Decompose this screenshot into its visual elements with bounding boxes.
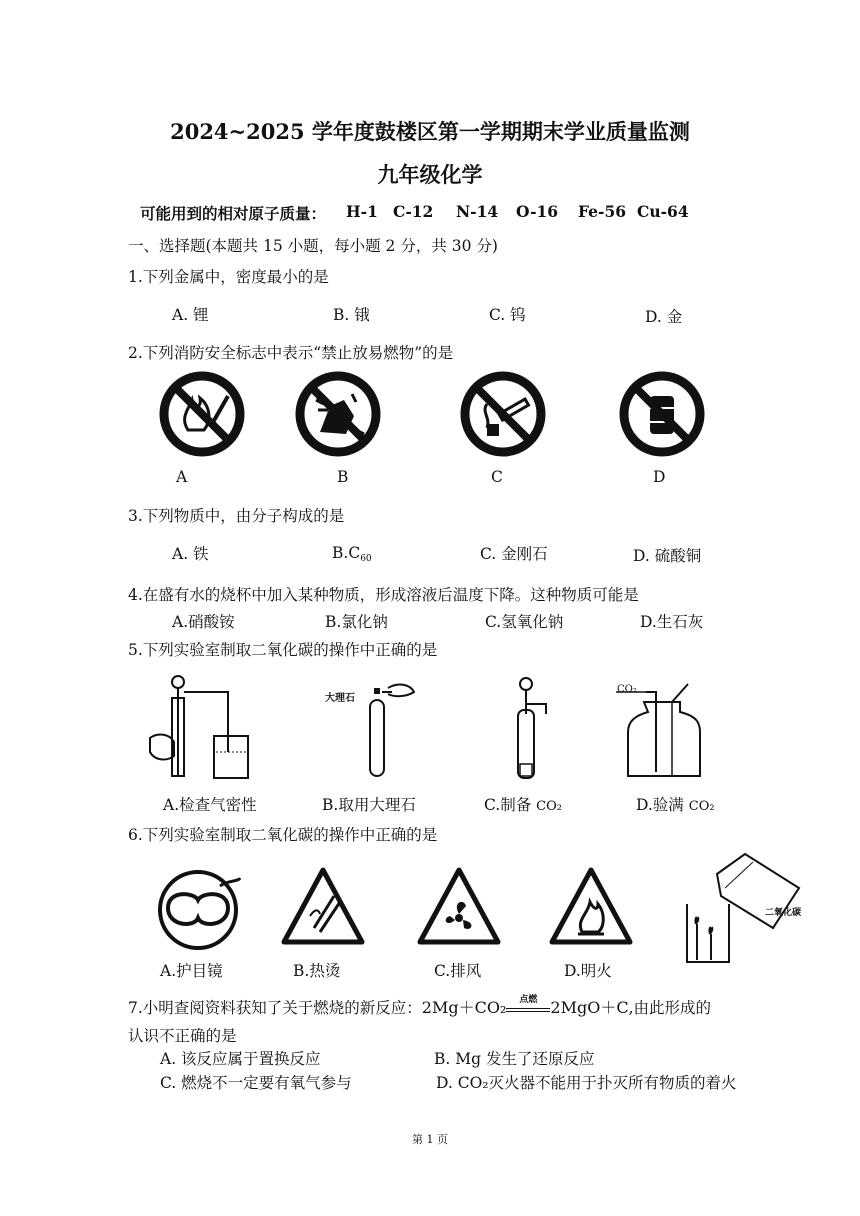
gas-collection-bottle-illustration (616, 680, 724, 780)
q7-option-d: D. CO₂灭火器不能用于扑灭所有物质的着火 (436, 1074, 737, 1092)
goggles-icon (154, 864, 244, 954)
q4-option-c: C.氢氧化钠 (485, 613, 564, 631)
section-heading: 一、选择题(本题共 15 小题，每小题 2 分，共 30 分) (128, 237, 498, 255)
atomic-mass-cu: Cu-64 (637, 202, 689, 221)
reaction-condition: 点燃 (519, 995, 538, 1005)
atomic-mass-c: C-12 (393, 202, 434, 221)
q2-label-c: C (491, 468, 503, 486)
q4-stem: 4.在盛有水的烧杯中加入某种物质，形成溶液后温度下降。这种物质可能是 (128, 586, 639, 604)
q6-option-a: A.护目镜 (160, 962, 223, 980)
marble-label: 大理石 (325, 693, 355, 704)
no-barrel-icon (618, 370, 706, 458)
co2-gas-label: 二氧化碳 (765, 908, 802, 918)
q1-option-b: B. 锇 (333, 306, 370, 324)
q2-label-b: B (337, 468, 349, 486)
atomic-mass-fe: Fe-56 (578, 202, 627, 221)
atomic-mass-h: H-1 (346, 202, 378, 221)
q7-option-b: B. Mg 发生了还原反应 (434, 1050, 595, 1068)
q4-option-a: A.硝酸铵 (172, 613, 235, 631)
q3-option-b: $B.C_{60}$ (332, 544, 372, 564)
q1-option-a: A. 锂 (172, 306, 209, 324)
q2-label-d: D (653, 468, 666, 486)
q2-stem: 2.下列消防安全标志中表示“禁止放易燃物”的是 (128, 344, 454, 362)
airtightness-check-illustration (148, 672, 260, 784)
q5-option-c: C.制备 CO₂ (484, 796, 562, 814)
q3-option-d: D. 硫酸铜 (633, 547, 702, 565)
atomic-mass-label: 可能用到的相对原子质量： (140, 204, 327, 223)
atomic-mass-o: O-16 (516, 202, 559, 221)
q6-stem: 6.下列实验室制取二氧化碳的操作中正确的是 (128, 826, 438, 844)
q1-stem: 1.下列金属中，密度最小的是 (128, 268, 329, 286)
atomic-mass-n: N-14 (456, 202, 499, 221)
q1-option-c: C. 钨 (489, 306, 526, 324)
q7-option-c: C. 燃烧不一定要有氧气参与 (160, 1074, 352, 1092)
hot-surface-icon (280, 866, 366, 946)
q7-stem-line1: 7.小明查阅资料获知了关于燃烧的新反应：2Mg＋CO₂ 点燃 2MgO＋C,由此形成的 (128, 995, 711, 1018)
q3-option-a: A. 铁 (172, 545, 209, 563)
q4-option-d: D.生石灰 (640, 613, 704, 631)
exam-title: 2024~2025 学年度鼓楼区第一学期期末学业质量监测 (170, 119, 690, 144)
q6-option-c: C.排风 (434, 962, 482, 980)
q5-option-a: A.检查气密性 (163, 796, 257, 814)
no-fire-symbol-icon (158, 370, 246, 458)
exam-subtitle: 九年级化学 (377, 162, 483, 187)
q6-option-d: D.明火 (564, 962, 612, 980)
co2-generator-illustration (506, 674, 556, 782)
q5-option-d: D.验满 CO₂ (636, 796, 715, 814)
page-number: 第 1 页 (412, 1133, 448, 1146)
co2-arrow-label: CO₂ (617, 684, 637, 695)
q5-stem: 5.下列实验室制取二氧化碳的操作中正确的是 (128, 641, 438, 659)
q1-option-d: D. 金 (645, 308, 683, 326)
q3-stem: 3.下列物质中，由分子构成的是 (128, 507, 345, 525)
q4-option-b: B.氯化钠 (325, 613, 388, 631)
q3-option-c: C. 金刚石 (480, 545, 548, 563)
q6-option-b: B.热烫 (293, 962, 341, 980)
ventilation-fan-icon (416, 866, 502, 946)
no-flammables-icon (294, 370, 382, 458)
q5-option-b: B.取用大理石 (322, 796, 416, 814)
open-flame-icon (548, 866, 634, 946)
no-smoking-icon (459, 370, 547, 458)
q2-label-a: A (176, 468, 188, 486)
q7-option-a: A. 该反应属于置换反应 (160, 1050, 321, 1068)
q7-stem-line2: 认识不正确的是 (128, 1027, 237, 1045)
